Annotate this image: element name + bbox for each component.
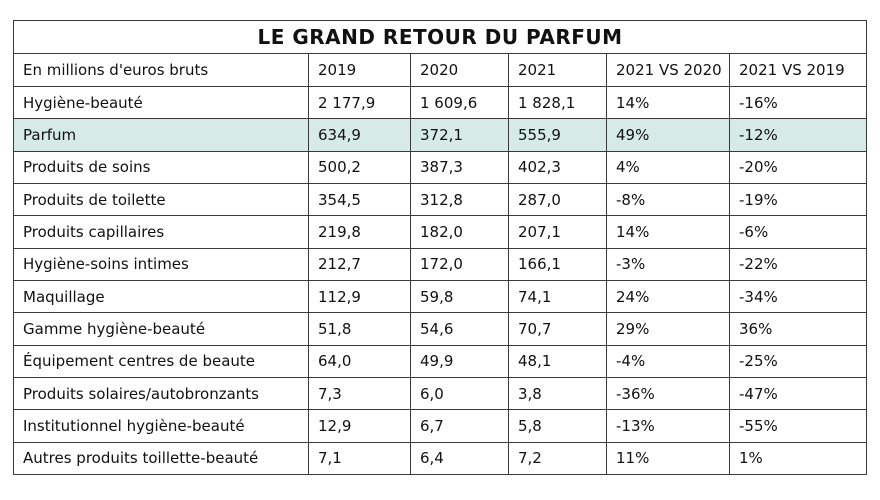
value-cell: -20% [730,151,867,183]
value-cell: 402,3 [509,151,607,183]
row-label-cell: Produits solaires/autobronzants [14,377,309,409]
table-row [14,345,867,377]
column-header: 2021 VS 2020 [607,54,730,87]
value-cell: -19% [730,183,867,215]
row-label-cell: Hygiène-soins intimes [14,248,309,280]
value-cell: 7,3 [309,377,411,409]
value-cell: -47% [730,377,867,409]
table-figure [13,20,866,475]
column-header: 2020 [411,54,509,87]
value-cell: 2 177,9 [309,87,411,119]
value-cell: 48,1 [509,345,607,377]
table-body [14,87,867,475]
value-cell: -55% [730,410,867,442]
value-cell: 172,0 [411,248,509,280]
row-label-cell: Produits de soins [14,151,309,183]
value-cell: 29% [607,313,730,345]
value-cell: 51,8 [309,313,411,345]
value-cell: 12,9 [309,410,411,442]
value-cell: 1% [730,442,867,474]
value-cell: 207,1 [509,216,607,248]
value-cell: -34% [730,280,867,312]
data-table [13,20,867,475]
value-cell: 354,5 [309,183,411,215]
value-cell: 555,9 [509,119,607,151]
value-cell: 24% [607,280,730,312]
row-label-cell: Produits capillaires [14,216,309,248]
value-cell: 1 609,6 [411,87,509,119]
row-label-cell: Autres produits toillette-beauté [14,442,309,474]
row-label-cell: Produits de toilette [14,183,309,215]
value-cell: -3% [607,248,730,280]
table-title: LE GRAND RETOUR DU PARFUM [14,21,867,54]
row-label-cell: Parfum [14,119,309,151]
value-cell: -25% [730,345,867,377]
value-cell: 3,8 [509,377,607,409]
value-cell: 49,9 [411,345,509,377]
value-cell: 11% [607,442,730,474]
column-header: En millions d'euros bruts [14,54,309,87]
table-row [14,410,867,442]
value-cell: 6,4 [411,442,509,474]
row-label-cell: Équipement centres de beaute [14,345,309,377]
value-cell: 49% [607,119,730,151]
value-cell: -16% [730,87,867,119]
table-row [14,183,867,215]
table-row [14,313,867,345]
value-cell: -4% [607,345,730,377]
value-cell: -8% [607,183,730,215]
value-cell: 6,7 [411,410,509,442]
value-cell: 312,8 [411,183,509,215]
value-cell: 166,1 [509,248,607,280]
column-header: 2019 [309,54,411,87]
value-cell: -36% [607,377,730,409]
value-cell: 182,0 [411,216,509,248]
table-row [14,151,867,183]
value-cell: -22% [730,248,867,280]
value-cell: 64,0 [309,345,411,377]
value-cell: 14% [607,87,730,119]
table-row [14,280,867,312]
value-cell: -6% [730,216,867,248]
value-cell: 70,7 [509,313,607,345]
column-header: 2021 VS 2019 [730,54,867,87]
value-cell: 634,9 [309,119,411,151]
column-header: 2021 [509,54,607,87]
value-cell: 219,8 [309,216,411,248]
table-row [14,87,867,119]
header-row [14,54,867,87]
row-label-cell: Maquillage [14,280,309,312]
value-cell: 7,2 [509,442,607,474]
table-row [14,248,867,280]
row-label-cell: Gamme hygiène-beauté [14,313,309,345]
value-cell: 7,1 [309,442,411,474]
value-cell: 500,2 [309,151,411,183]
value-cell: 54,6 [411,313,509,345]
table-row [14,377,867,409]
table-row [14,216,867,248]
value-cell: 36% [730,313,867,345]
value-cell: 372,1 [411,119,509,151]
table-row [14,119,867,151]
value-cell: 112,9 [309,280,411,312]
value-cell: 1 828,1 [509,87,607,119]
value-cell: 59,8 [411,280,509,312]
value-cell: 74,1 [509,280,607,312]
value-cell: 212,7 [309,248,411,280]
value-cell: 6,0 [411,377,509,409]
value-cell: 4% [607,151,730,183]
table-row [14,442,867,474]
value-cell: 387,3 [411,151,509,183]
value-cell: 14% [607,216,730,248]
value-cell: -13% [607,410,730,442]
value-cell: 5,8 [509,410,607,442]
value-cell: 287,0 [509,183,607,215]
row-label-cell: Hygiène-beauté [14,87,309,119]
value-cell: -12% [730,119,867,151]
row-label-cell: Institutionnel hygiène-beauté [14,410,309,442]
